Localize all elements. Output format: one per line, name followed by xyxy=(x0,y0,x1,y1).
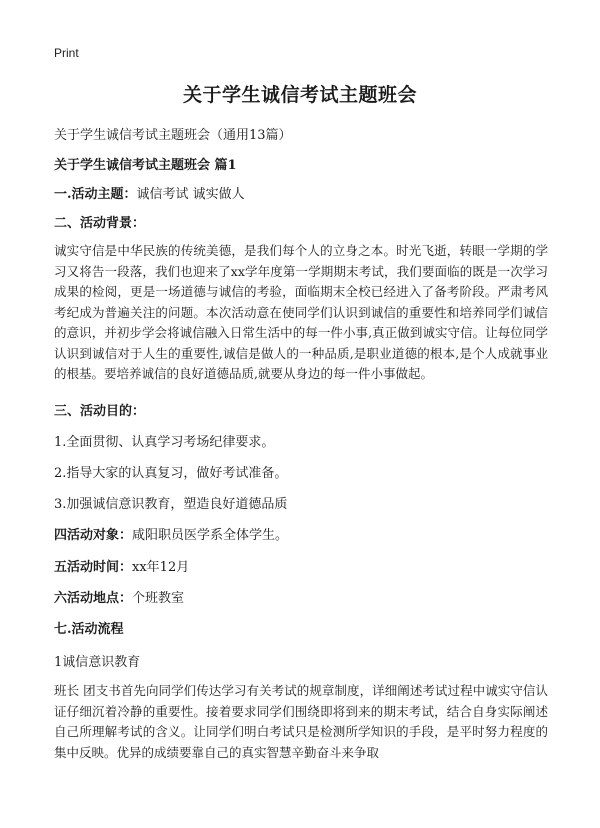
section-heading: 关于学生诚信考试主题班会 篇1 xyxy=(54,158,237,173)
theme-line xyxy=(54,183,554,202)
background-heading: 二、活动背景： xyxy=(54,216,146,231)
background-paragraph: 诚实守信是中华民族的传统美德，是我们每个人的立身之本。时光飞逝，转眼一学期的学习又将告一段落，我们也迎来了xx学年度第一学期期末考试，我们要面临的既是一次学习成果的检阅，更是一场道德与诚信的考验，面临期末全校已经进入了备考阶段。严肃考风考纪成为普遍关注的问题。本次活动意在使同学们认识到诚信的重要性和培养同学们诚信的意识，并初步学会将诚信融入日常生活中的每一件小事,真正做到诚实守信。让每位同学认识到诚信对于人生的重要性,诚信是做人的一种品质,是职业道德的根本,是个人成就事业的根基。要培养诚信的良好道德品质,就要从身边的每一件小事做起。 xyxy=(54,243,548,381)
theme-value: 诚信考试 诚实做人 xyxy=(136,187,245,202)
process-paragraph: 班长 团支书首先向同学们传达学习有关考试的规章制度，详细阐述考试过程中诚实守信认证仔细沉着冷静的重要性。接着要求同学们围绕即将到来的期末考试，结合自身实际阐述自己所理解考试的含义。让同学们明白考试只是检测所学知识的手段，是平时努力程度的集中反映。优异的成绩要靠自己的真实智慧辛勤奋斗来争取 xyxy=(54,683,548,760)
theme-label: 一.活动主题： xyxy=(54,187,137,202)
audience-label: 四活动对象： xyxy=(54,528,133,543)
process-heading: 七.活动流程 xyxy=(54,622,124,637)
print-link[interactable]: Print xyxy=(54,46,79,60)
audience-line xyxy=(54,524,554,543)
goals-heading: 三、活动目的： xyxy=(54,404,146,419)
place-label: 六活动地点： xyxy=(54,591,133,606)
place-line xyxy=(54,587,554,606)
time-label: 五活动时间： xyxy=(54,560,133,575)
place-value: 个班教室 xyxy=(132,591,185,606)
subtitle: 关于学生诚信考试主题班会（通用13篇） xyxy=(54,128,292,143)
audience-value: 咸阳职员医学系全体学生。 xyxy=(132,528,289,543)
process-step: 1诚信意识教育 xyxy=(54,655,141,670)
time-value: xx年12月 xyxy=(132,560,190,575)
goal-item: 2.指导大家的认真复习，做好考试准备。 xyxy=(54,466,288,481)
goal-item: 1.全面贯彻、认真学习考场纪律要求。 xyxy=(54,435,275,450)
goal-item: 3.加强诚信意识教育，塑造良好道德品质 xyxy=(54,497,288,512)
time-line xyxy=(54,556,554,575)
page-title: 关于学生诚信考试主题班会 xyxy=(182,84,417,106)
